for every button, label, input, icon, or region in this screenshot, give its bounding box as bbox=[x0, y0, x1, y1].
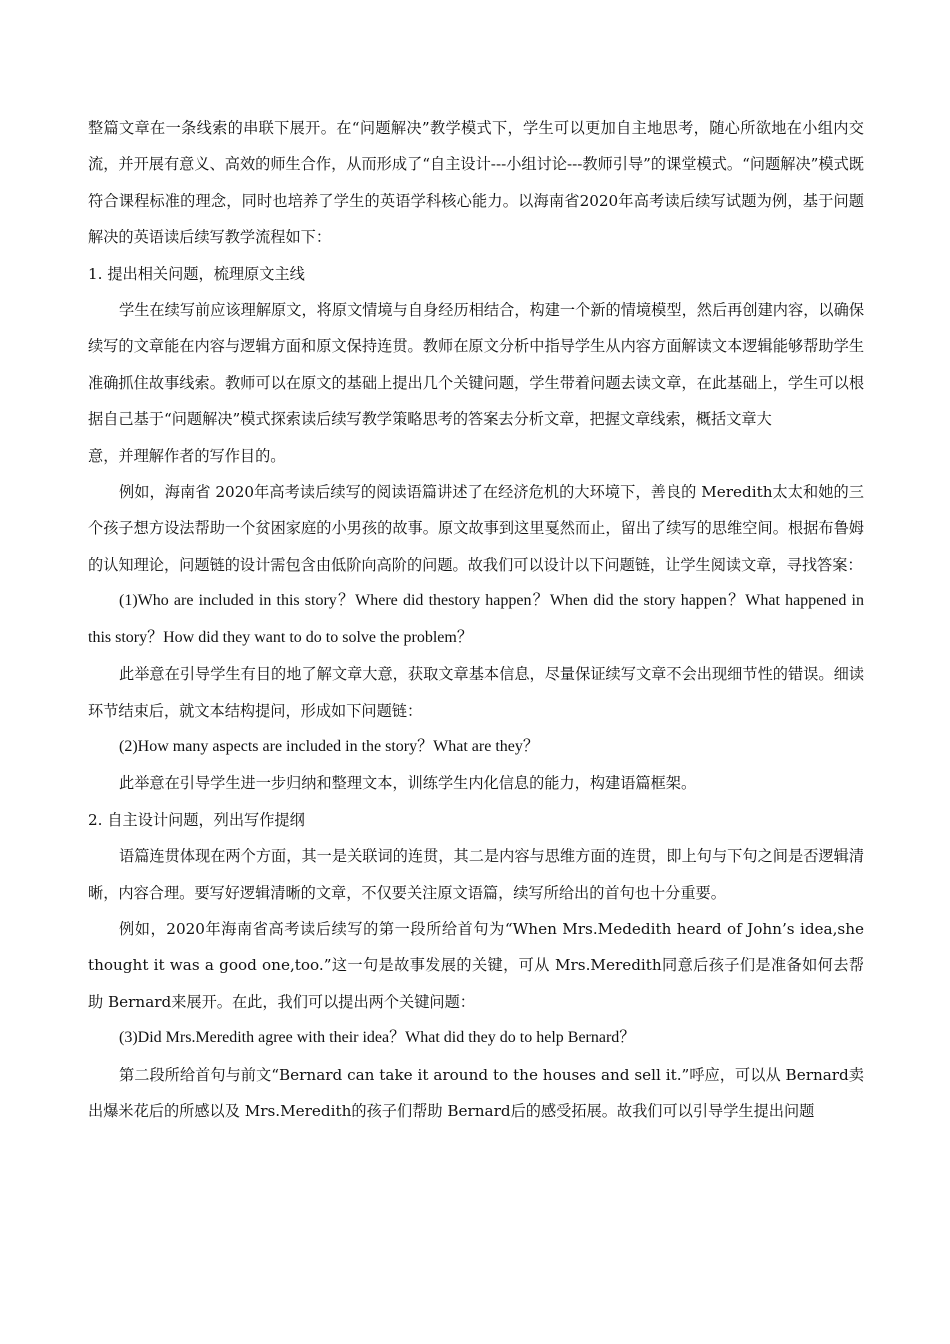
body-paragraph: 学生在续写前应该理解原文，将原文情境与自身经历相结合，构建一个新的情境模型，然后再创建内容，以确保续写的文章能在内容与逻辑方面和原文保持连贯。教师在原文分析中指导学生从内容方面解读文本逻辑能够帮助学生准确抓住故事线索。教师可以在原文的基础上提出几个关键问题，学生带着问题去读文章，在此基础上，学生可以根据自己基于“问题解决”模式探索读后续写教学策略思考的答案去分析文章，把握文章线索，概括文章大 bbox=[88, 301, 864, 429]
question-chain-3: (3)Did Mrs.Meredith agree with their idea？What did they do to help Bernard？ bbox=[119, 1029, 636, 1047]
body-paragraph: 语篇连贯体现在两个方面，其一是关联词的连贯，其二是内容与思维方面的连贯，即上句与下句之间是否逻辑清晰，内容合理。要写好逻辑清晰的文章，不仅要关注原文语篇，续写所给出的首句也十分重要。 bbox=[88, 847, 864, 902]
intro-paragraph: 整篇文章在一条线索的串联下展开。在“问题解决”教学模式下，学生可以更加自主地思考，随心所欲地在小组内交流，并开展有意义、高效的师生合作，从而形成了“自主设计---小组讨论---教师引导”的课堂模式。“问题解决”模式既符合课程标准的理念，同时也培养了学生的英语学科核心能力。以海南省2020年高考读后续写试题为例，基于问题解决的英语读后续写教学流程如下： bbox=[88, 119, 864, 247]
body-paragraph: 此举意在引导学生有目的地了解文章大意，获取文章基本信息，尽量保证续写文章不会出现细节性的错误。细读环节结束后，就文本结构提问，形成如下问题链： bbox=[88, 665, 864, 720]
body-paragraph: 此举意在引导学生进一步归纳和整理文本，训练学生内化信息的能力，构建语篇框架。 bbox=[119, 774, 697, 793]
document-page bbox=[88, 110, 864, 1129]
question-chain-2: (2)How many aspects are included in the story？What are they？ bbox=[119, 737, 539, 755]
section-heading-2: 2. 自主设计问题，列出写作提纲 bbox=[88, 810, 305, 829]
body-paragraph: 第二段所给首句与前文“Bernard can take it around to the houses and sell it.”呼应，可以从 Bernard卖出爆米花后的所感以及 Mrs.Meredith的孩子们帮助 Bernard后的感受拓展。故我们可以引导学生提出问题 bbox=[88, 1065, 864, 1120]
example-paragraph: 例如，2020年海南省高考读后续写的第一段所给首句为“When Mrs.Mededith heard of John’s idea,she thought it was a good one,too.”这一句是故事发展的关键，可从 Mrs.Meredith同意后孩子们是准备如何去帮助 Bernard来展开。在此，我们可以提出两个关键问题： bbox=[88, 919, 864, 1011]
example-paragraph: 例如，海南省 2020年高考读后续写的阅读语篇讲述了在经济危机的大环境下，善良的 Meredith太太和她的三个孩子想方设法帮助一个贫困家庭的小男孩的故事。原文故事到这里戛然而止，留出了续写的思维空间。根据布鲁姆的认知理论，问题链的设计需包含由低阶向高阶的问题。故我们可以设计以下问题链，让学生阅读文章，寻找答案： bbox=[88, 483, 864, 574]
body-paragraph-continuation: 意，并理解作者的写作目的。 bbox=[88, 446, 286, 465]
section-heading-1: 1. 提出相关问题，梳理原文主线 bbox=[88, 264, 305, 283]
question-chain-1: (1)Who are included in this story？Where did thestory happen？When did the story happen？What happened in this story？How did they want to do to solve the problem？ bbox=[88, 592, 864, 646]
